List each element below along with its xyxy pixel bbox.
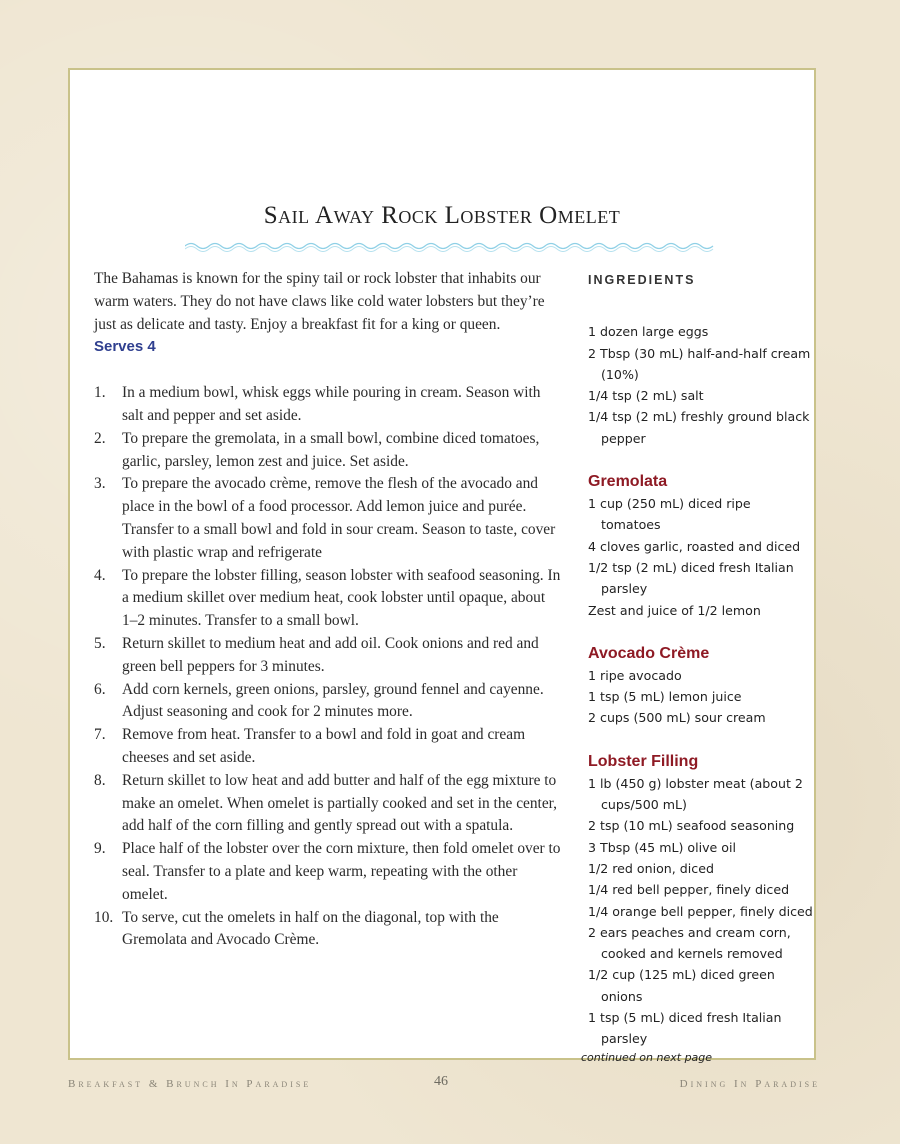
step-number: 6.: [94, 680, 106, 698]
ingredient-item: 1/2 tsp (2 mL) diced fresh Italian parsley: [588, 559, 794, 597]
continued-note: continued on next page: [581, 1050, 713, 1064]
ingredients-column: [581, 270, 813, 1066]
gremolata-list: [588, 493, 813, 621]
wave-divider-icon: [185, 240, 715, 252]
page-footer: [0, 1076, 900, 1096]
step-item: [94, 633, 564, 679]
step-item: [94, 724, 564, 770]
ingredient-item: 1 ripe avocado: [588, 667, 682, 683]
ingredient-item: 1 lb (450 g) lobster meat (about 2 cups/500 mL): [588, 775, 803, 813]
ingredient-item: 1 tsp (5 mL) diced fresh Italian parsley: [588, 1010, 782, 1047]
ingredient-item: 1 dozen large eggs: [588, 324, 709, 340]
step-item: [94, 428, 564, 474]
step-item: [94, 907, 564, 953]
intro-paragraph: The Bahamas is known for the spiny tail or rock lobster that inhabits our warm waters. They do not have claws like cold water lobsters but they’re just as delicate and tasty. Enjoy a breakfast fit for a king or queen.: [94, 270, 545, 333]
step-number: 5.: [94, 634, 106, 652]
ingredient-item: 4 cloves garlic, roasted and diced: [588, 538, 801, 554]
ingredient-item: 3 Tbsp (45 mL) olive oil: [588, 839, 737, 855]
step-item: [94, 473, 564, 564]
step-number: 8.: [94, 771, 106, 789]
step-number: 2.: [94, 429, 106, 447]
step-text: Return skillet to low heat and add butter and half of the egg mixture to make an omelet. When omelet is partially cooked and set in the center, add half of the corn filling and gently spread out with a spatula.: [122, 771, 558, 835]
step-text: Place half of the lobster over the corn mixture, then fold omelet over to seal. Transfer to a plate and keep warm, repeating with the other omelet.: [122, 840, 561, 903]
step-item: [94, 679, 564, 725]
step-text: To prepare the gremolata, in a small bowl, combine diced tomatoes, garlic, parsley, lemon zest and juice. Set aside.: [122, 429, 540, 470]
ingredient-item: 2 Tbsp (30 mL) half-and-half cream (10%): [588, 345, 811, 382]
recipe-title: Sail Away Rock Lobster Omelet: [263, 202, 621, 229]
serves-label: Serves 4: [94, 338, 156, 356]
step-text: Return skillet to medium heat and add oil. Cook onions and red and green bell peppers for 3 minutes.: [122, 634, 539, 675]
ingredient-item: 1/2 red onion, diced: [588, 860, 714, 876]
ingredients-main-list: [588, 321, 813, 449]
step-number: 7.: [94, 726, 106, 744]
footer-book-title: Breakfast & Brunch In Paradise: [68, 1078, 312, 1090]
ingredient-item: 1/4 tsp (2 mL) salt: [588, 388, 704, 404]
ingredient-item: 1/4 red bell pepper, finely diced: [588, 882, 790, 898]
footer-series-title: Dining In Paradise: [679, 1078, 820, 1090]
ingredient-item: Zest and juice of 1/2 lemon: [588, 602, 761, 618]
step-number: 1.: [94, 384, 106, 402]
step-item: [94, 382, 564, 428]
ingredient-item: 1/4 orange bell pepper, finely diced: [588, 903, 813, 919]
recipe-panel: [68, 68, 816, 1064]
step-number: 9.: [94, 840, 106, 858]
page-number: 46: [434, 1074, 448, 1089]
step-number: 3.: [94, 475, 106, 493]
lobster-filling-list: [588, 773, 813, 1050]
step-number: 4.: [94, 566, 106, 584]
step-item: [94, 565, 564, 633]
steps-list: [94, 382, 564, 952]
ingredient-item: 1/4 tsp (2 mL) freshly ground black pepper: [588, 409, 810, 446]
step-number: 10.: [94, 908, 114, 926]
ingredients-heading: INGREDIENTS: [588, 273, 696, 287]
avocado-creme-list: [588, 665, 813, 729]
step-text: To prepare the avocado crème, remove the flesh of the avocado and place in the bowl of a food processor. Add lemon juice and purée. Transfer to a small bowl and fold in sour cream. Season to taste, cover with plastic wrap and refrigerate: [122, 475, 556, 561]
step-text: To prepare the lobster filling, season lobster with seafood seasoning. In a medium skillet over medium heat, cook lobster until opaque, about 1–2 minutes. Transfer to a small bowl.: [122, 566, 561, 630]
method-column: [94, 268, 564, 952]
ingredient-item: 1 tsp (5 mL) lemon juice: [588, 689, 742, 705]
step-item: [94, 770, 564, 838]
step-item: [94, 838, 564, 906]
avocado-creme-heading: Avocado Crème: [588, 644, 710, 662]
ingredient-item: 2 ears peaches and cream corn, cooked and kernels removed: [588, 924, 791, 962]
ingredient-item: 1 cup (250 mL) diced ripe tomatoes: [588, 496, 751, 533]
ingredient-item: 2 tsp (10 mL) seafood seasoning: [588, 818, 795, 834]
gremolata-heading: Gremolata: [588, 473, 668, 491]
step-text: To serve, cut the omelets in half on the diagonal, top with the Gremolata and Avocado Crème.: [122, 908, 499, 949]
step-text: Add corn kernels, green onions, parsley, ground fennel and cayenne. Adjust seasoning and cook for 2 minutes more.: [122, 680, 544, 721]
lobster-filling-heading: Lobster Filling: [588, 752, 699, 770]
step-text: In a medium bowl, whisk eggs while pouring in cream. Season with salt and pepper and set aside.: [122, 384, 541, 424]
step-text: Remove from heat. Transfer to a bowl and fold in goat and cream cheeses and set aside.: [122, 726, 526, 766]
ingredient-item: 1/2 cup (125 mL) diced green onions: [588, 967, 775, 1004]
ingredient-item: 2 cups (500 mL) sour cream: [588, 710, 766, 726]
